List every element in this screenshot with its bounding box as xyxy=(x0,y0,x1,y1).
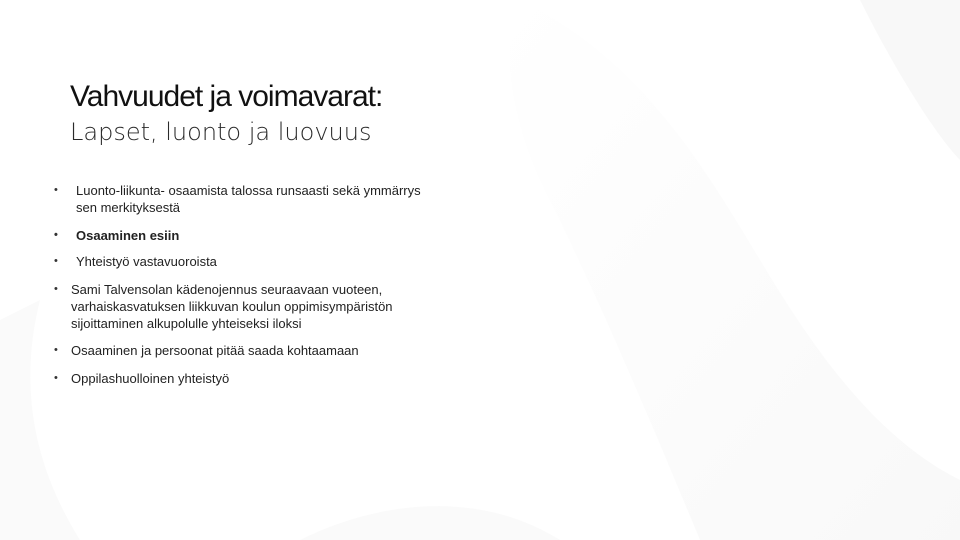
bullet-item xyxy=(54,182,476,216)
bullet-text-line: Osaaminen ja persoonat pitää saada kohtaamaan xyxy=(71,343,359,358)
bullet-text-line: sen merkityksestä xyxy=(76,200,181,215)
bullet-text-line: sijoittaminen alkupolulle yhteiseksi iloksi xyxy=(71,316,302,331)
bullet-text-line: Oppilashuolloinen yhteistyö xyxy=(71,371,230,386)
bullet-marker: • xyxy=(54,344,58,356)
bullet-text-line: Osaaminen esiin xyxy=(76,228,180,243)
bullet-marker: • xyxy=(54,229,58,241)
bullet-text-line: Luonto-liikunta- osaamista talossa runsaasti sekä ymmärrys xyxy=(76,183,421,198)
bullet-marker: • xyxy=(54,283,58,295)
bullet-item xyxy=(54,253,476,270)
bullet-marker: • xyxy=(54,372,58,384)
bullet-text-line: Sami Talvensolan kädenojennus seuraavaan vuoteen, xyxy=(71,282,383,297)
bullet-text-line: varhaiskasvatuksen liikkuvan koulun oppimisympäristön xyxy=(71,299,393,314)
slide-subtitle: Lapset, luonto ja luovuus xyxy=(70,118,372,146)
slide-title: Vahvuudet ja voimavarat: xyxy=(70,80,383,113)
bullet-marker: • xyxy=(54,255,58,267)
bullet-item xyxy=(54,342,491,359)
bullet-item xyxy=(54,370,491,387)
bullet-marker: • xyxy=(54,184,58,196)
bullet-text-line: Yhteistyö vastavuoroista xyxy=(76,254,217,269)
bullet-item xyxy=(54,281,471,332)
bullet-item xyxy=(54,227,476,244)
